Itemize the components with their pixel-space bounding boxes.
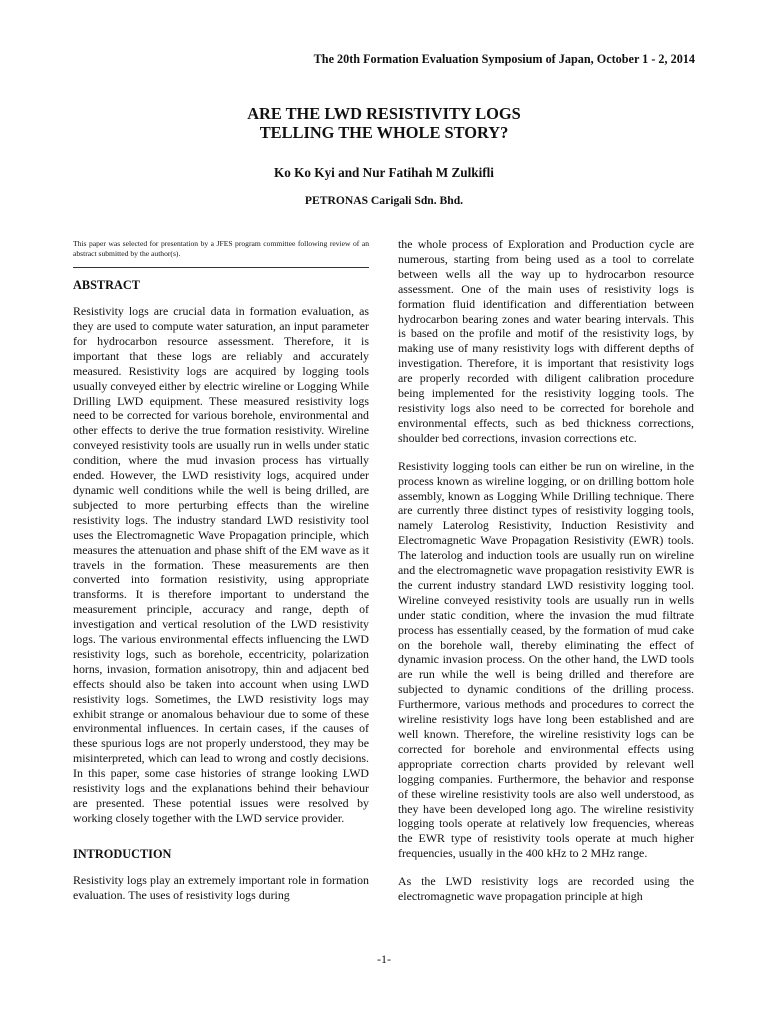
affiliation: PETRONAS Carigali Sdn. Bhd. (304, 194, 464, 207)
introduction-text: Resistivity logs play an extremely important role in formation evaluation. The uses of resistivity logs during (73, 872, 369, 902)
conference-header: The 20th Formation Evaluation Symposium of Japan, October 1 - 2, 2014 (313, 52, 695, 66)
introduction-heading: INTRODUCTION (73, 846, 172, 861)
body-paragraph-1: the whole process of Exploration and Production cycle are numerous, starting from being used as a tool to correlate between wells all the way up to hydrocarbon resource assessment. One of the main uses of resistivity logs is formation fluid identification and differentiation between hydrocarbon bearing zones and water bearing intervals. This is based on the profile and motif of the resistivity logs, by making use of many resistivity logs with different depths of investigation. Therefore, it is important that resistivity logs are properly recorded with diligent calibration procedure being implemented for the resistivity logging tools. The resistivity logs also need to be corrected for borehole and environmental effects, such as bed thickness corrections, shoulder bed corrections, invasion corrections etc. (398, 237, 694, 445)
body-paragraph-2: Resistivity logging tools can either be run on wireline, in the process known as wireline logging, or on drilling bottom hole assembly, known as Logging While Drilling technique. There are currently three distinct types of resistivity logging tools, namely Laterolog Resistivity, Induction Resistivity and Electromagnetic Wave Propagation Resistivity (EWR) tools. The laterolog and induction tools are usually run on wireline and the electromagnetic wave propagation resistivity EWR is the current industry standard LWD resistivity logging tool. Wireline conveyed resistivity tools are usually run in wells under static condition, where the invasion the mud filtrate process has essentially ceased, by the formation of mud cake on the borehole wall, thereby eliminating the effect of dynamic invasion process. On the other hand, the LWD tools are run while the well is being drilled and therefore are subjected to dynamic conditions of the drilling process. Furthermore, various methods and procedures to correct the wireline resistivity logs have long been established and are well known. Therefore, the wireline resistivity logs can be corrected for borehole and environmental effects using appropriate correction charts provided by relevant well logging companies. Furthermore, the behavior and response of these wireline resistivity tools are also well understood, as they have been developed long ago. The wireline resistivity logging tools operate at relatively low frequencies, whereas the EWR type of resistivity tools operate at much higher frequencies, usually in the 400 kHz to 2 MHz range. (398, 458, 694, 861)
paper-title (0, 104, 768, 142)
left-column (73, 237, 369, 916)
title-line-2: TELLING THE WHOLE STORY? (259, 123, 509, 142)
abstract-text: Resistivity logs are crucial data in formation evaluation, as they are used to compute water saturation, an input parameter for hydrocarbon resource assessment. Therefore, it is important that these logs are reliably and accurately measured. Resistivity logs are acquired by logging tools usually conveyed either by electric wireline or Logging While Drilling LWD equipment. These measured resistivity logs need to be corrected for various borehole, environmental and other effects to derive the true formation resistivity. Wireline conveyed resistivity tools are usually run in wells under static condition, where the mud invasion process has virtually ended. However, the LWD resistivity logs, acquired under dynamic well conditions while the well is being drilled, are subjected to more perturbing effects than the wireline resistivity logs. The industry standard LWD resistivity tool uses the Electromagnetic Wave Propagation principle, which measures the attenuation and phase shift of the EM wave as it travels in the formation. These measurements are then converted into formation resistivity, using appropriate transforms. It is therefore important to understand the measurement principle, accuracy and range, depth of investigation and vertical resolution of the LWD resistivity logs. The various environmental effects influencing the LWD resistivity logs, such as borehole, eccentricity, polarization horns, invasion, formation anisotropy, thin and adjacent bed effects should also be taken into account when using LWD resistivity logs. Sometimes, the LWD resistivity logs may exhibit strange or anomalous behaviour due to some of these environmental influences. In certain cases, if the causes of these spurious logs are not properly understood, they may be misinterpreted, which can lead to wrong and costly decisions. In this paper, some case histories of strange looking LWD resistivity logs and the explanations behind their behaviour are presented. These potential issues were resolved by working closely together with the LWD service provider. (73, 304, 369, 825)
abstract-heading: ABSTRACT (73, 278, 140, 293)
divider (73, 267, 369, 268)
selection-note: This paper was selected for presentation by a JFES program committee following review of an abstract submitted by the author(s). (73, 239, 369, 258)
title-line-1: ARE THE LWD RESISTIVITY LOGS (247, 104, 521, 123)
authors: Ko Ko Kyi and Nur Fatihah M Zulkifli (274, 165, 494, 180)
body-paragraph-3: As the LWD resistivity logs are recorded using the electromagnetic wave propagation principle at high (398, 874, 694, 904)
page-number: -1- (377, 952, 391, 966)
right-column (398, 237, 694, 917)
